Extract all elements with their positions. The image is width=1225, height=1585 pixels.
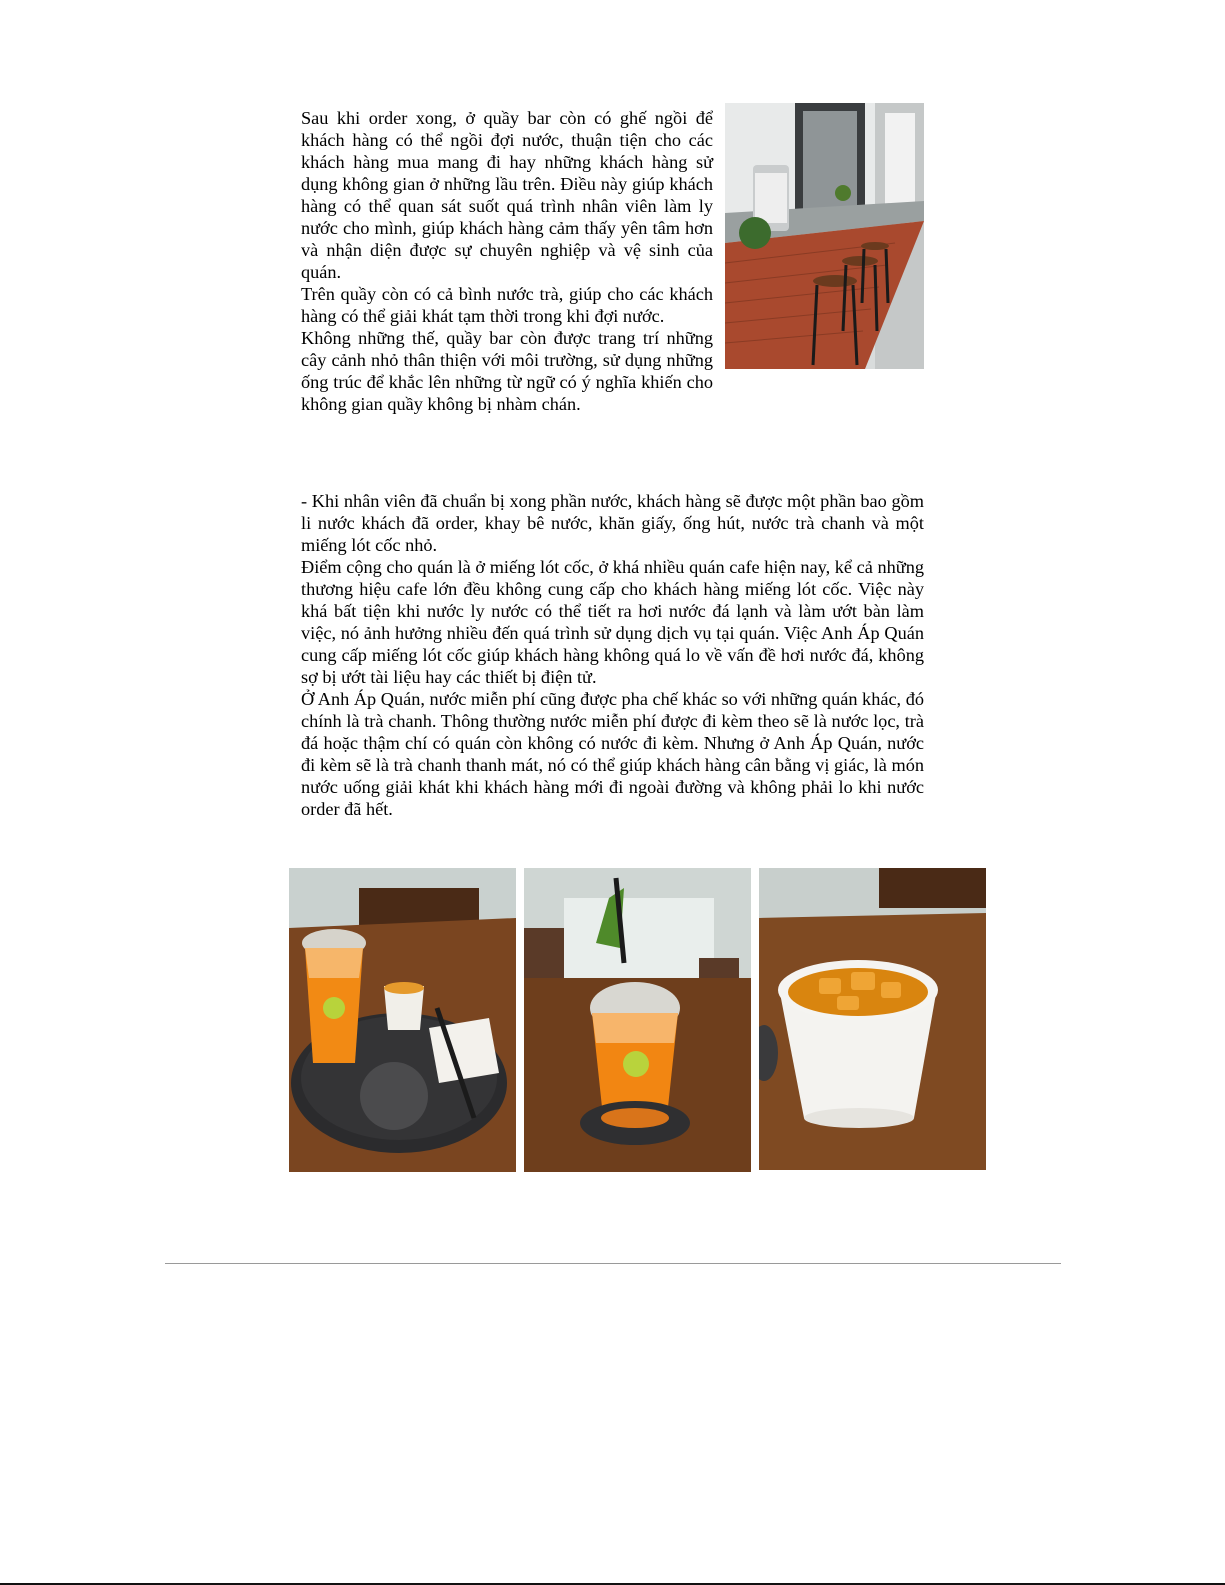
tray-drink-photo — [289, 868, 516, 1172]
paragraph: Điểm cộng cho quán là ở miếng lót cốc, ở khá nhiều quán cafe hiện nay, kể cả những thương hiệu cafe lớn đều không cung cấp cho khách hàng miếng lót cốc. Việc này khá bất tiện khi nước ly nước có thể tiết ra hơi nước đá lạnh và làm ướt bàn làm việc, nó ảnh hưởng nhiều đến quá trình sử dụng dịch vụ tại quán. Việc Anh Áp Quán cung cấp miếng lót cốc giúp khách hàng không quá lo về vấn đề hơi nước đá, không sợ bị ướt tài liệu hay các thiết bị điện tử. — [301, 557, 924, 687]
section-drinks-service — [301, 490, 924, 820]
bar-counter-photo — [725, 103, 924, 369]
paragraph: Không những thế, quầy bar còn được trang trí những cây cảnh nhỏ thân thiện với môi trường, sử dụng những ống trúc để khắc lên những từ ngữ có ý nghĩa khiến cho không gian quầy không bị nhàm chán. — [301, 328, 713, 414]
paragraph: Sau khi order xong, ở quầy bar còn có ghế ngồi để khách hàng có thể ngồi đợi nước, thuận tiện cho các khách hàng mua mang đi hay những khách hàng sử dụng không gian ở những lầu trên. Điều này giúp khách hàng có thể quan sát suốt quá trình nhân viên làm ly nước cho mình, giúp khách hàng cảm thấy yên tâm hơn và nhận diện được sự chuyên nghiệp và vệ sinh của quán. — [301, 108, 713, 282]
lemon-tea-cup-photo — [759, 868, 986, 1170]
paragraph: Ở Anh Áp Quán, nước miễn phí cũng được pha chế khác so với những quán khác, đó chính là trà chanh. Thông thường nước miễn phí được đi kèm theo sẽ là nước lọc, trà đá hoặc thậm chí có quán còn không có nước đi kèm. Nhưng ở Anh Áp Quán, nước đi kèm sẽ là trà chanh thanh mát, nó có thể giúp khách hàng cân bằng vị giác, là món nước uống giải khát khi khách hàng mới đi ngoài đường và không phải lo khi nước order đã hết. — [301, 689, 924, 819]
drink-on-coaster-photo — [524, 868, 751, 1172]
section-bar-counter — [301, 107, 924, 415]
paragraph: - Khi nhân viên đã chuẩn bị xong phần nước, khách hàng sẽ được một phần bao gồm li nước khách đã order, khay bê nước, khăn giấy, ống hút, nước trà chanh và một miếng lót cốc nhỏ. — [301, 491, 924, 555]
page-divider — [165, 1263, 1061, 1264]
paragraph: Trên quầy còn có cả bình nước trà, giúp cho các khách hàng có thể giải khát tạm thời trong khi đợi nước. — [301, 284, 713, 326]
drink-photo-row — [289, 868, 987, 1172]
